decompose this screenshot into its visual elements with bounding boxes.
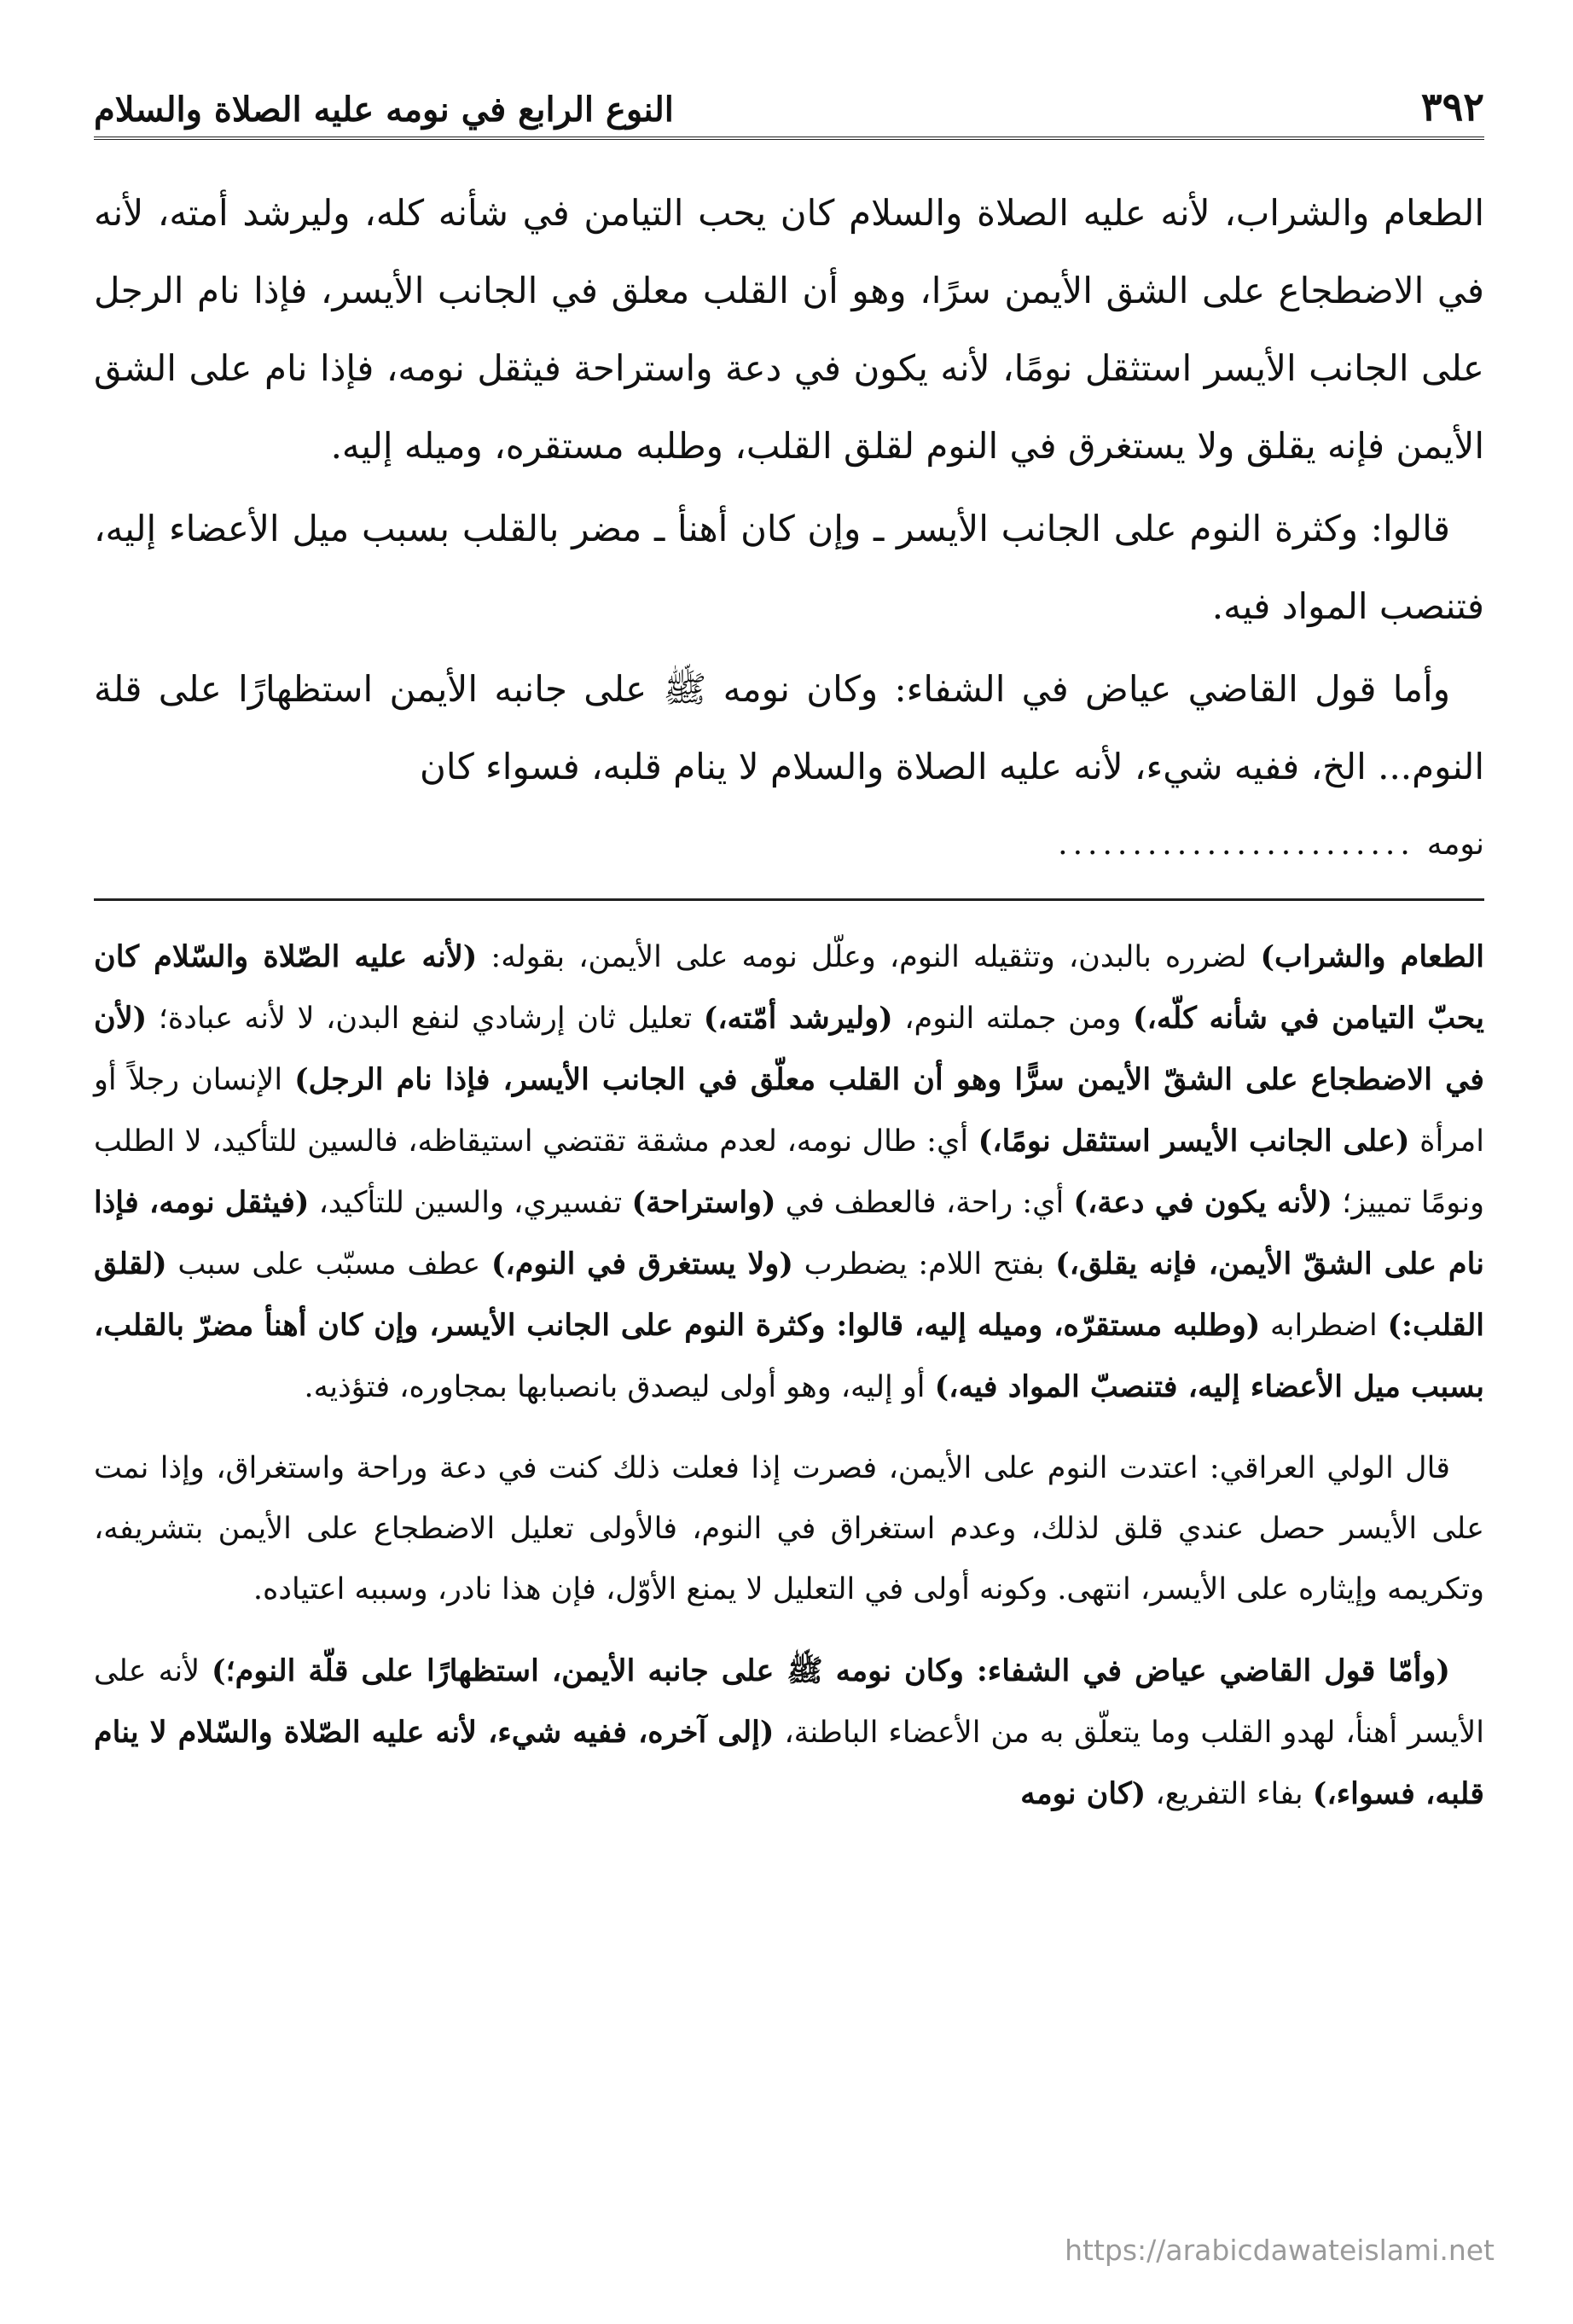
gloss-text: لضرره بالبدن، وتثقيله النوم، وعلّل نومه على الأيمن، بقوله: (477, 940, 1261, 974)
main-text (94, 174, 1484, 883)
quoted-text: (ولا يستغرق في النوم،) (490, 1246, 793, 1281)
quoted-text: (فيثقل نومه، فإذا نام على الشقّ الأيمن، فإنه يقلق،) (94, 1185, 1484, 1281)
main-paragraph: قالوا: وكثرة النوم على الجانب الأيسر ـ وإن كان أهنأ ـ مضر بالقلب بسبب ميل الأعضاء إليه، فتنصب المواد فيه. (94, 508, 1484, 627)
quoted-text: (وطلبه مستقرّه، وميله إليه، قالوا: وكثرة النوم على الجانب الأيسر، وإن كان أهنأ مضرّ بالقلب، بسبب ميل الأعضاء إليه، فتنصبّ المواد فيه،) (94, 1308, 1484, 1404)
quoted-text: (وأمّا قول القاضي عياض في الشفاء: وكان نومه ﷺ على جانبه الأيمن، استظهارًا على قلّة النوم؛) (211, 1653, 1450, 1688)
main-paragraph: الطعام والشراب، لأنه عليه الصلاة والسلام كان يحب التيامن في شأنه كله، وليرشد أمته، لأنه في الاضطجاع على الشق الأيمن سرًا، وهو أن القلب معلق في الجانب الأيسر، فإذا نام الرجل على الجانب الأيسر استثقل نومًا، لأنه يكون في دعة واستراحة فيثقل نومه، فإذا نام على الشق الأيمن فإنه يقلق ولا يستغرق في النوم لقلق القلب، وطلبه مستقره، وميله إليه. (94, 192, 1484, 467)
gloss-text: لأنه على الأيسر أهنأ، لهدو القلب وما يتعلّق به من الأعضاء الباطنة، (94, 1654, 1484, 1750)
gloss-text: عطف مسبّب على سبب (166, 1247, 491, 1281)
site-watermark: https://arabicdawateislami.net (1065, 2234, 1495, 2267)
quoted-text: (على الجانب الأيسر استثقل نومًا،) (978, 1124, 1410, 1159)
commentary-paragraph: قال الولي العراقي: اعتدت النوم على الأيمن، فصرت إذا فعلت ذلك كنت في دعة وراحة واستغراق، وإذا نمت على الأيسر حصل عندي قلق لذلك، وعدم استغراق في النوم، فالأولى تعليل الاضطجاع على الأيمن بتشريفه، وتكريمه وإيثاره على الأيسر، انتهى. وكونه أولى في التعليل لا يمنع الأوّل، فإن هذا نادر، وسببه اعتياده. (94, 1451, 1484, 1606)
quoted-text: (كان نومه (1020, 1776, 1146, 1811)
commentary-paragraph (94, 1641, 1484, 1825)
gloss-text: بفاء التفريع، (1146, 1777, 1313, 1811)
continuation-dots: ........................ (1058, 827, 1415, 862)
commentary-text (94, 927, 1484, 1825)
gloss-text: بفتح اللام: يضطرب (792, 1247, 1056, 1281)
gloss-text: ومن جملته النوم، (892, 1002, 1133, 1036)
quoted-text: (لقلق القلب:) (94, 1246, 1484, 1343)
quoted-text: الطعام والشراب) (1260, 939, 1484, 974)
gloss-text: تفسيري، والسين للتأكيد، (309, 1186, 632, 1220)
quoted-text: (وليرشد أمّته،) (703, 1001, 893, 1036)
quoted-text: (واستراحة) (631, 1185, 776, 1220)
book-page (94, 82, 1484, 1845)
gloss-text: أو إليه، وهو أولى ليصدق بانصبابها بمجاوره، فتؤذيه. (304, 1370, 935, 1404)
quoted-text: (لأنه عليه الصّلاة والسّلام كان يحبّ التيامن في شأنه كلّه،) (94, 939, 1484, 1036)
main-paragraph: وأما قول القاضي عياض في الشفاء: وكان نومه ﷺ على جانبه الأيمن استظهارًا على قلة النوم... الخ، ففيه شيء، لأنه عليه الصلاة والسلام لا ينام قلبه، فسواء كان (94, 668, 1484, 787)
continuation-line (94, 805, 1484, 883)
gloss-text: أي: طال نومه، لعدم مشقة تقتضي استيقاظه، فالسين للتأكيد، لا الطلب ونومًا تمييز؛ (94, 1124, 1484, 1220)
quoted-text: (لأن في الاضطجاع على الشقّ الأيمن سرًّا وهو أن القلب معلّق في الجانب الأيسر، فإذا نام الرجل) (94, 1001, 1484, 1097)
section-divider (94, 898, 1484, 901)
quoted-text: (لأنه يكون في دعة،) (1073, 1185, 1332, 1220)
gloss-text: أي: راحة، فالعطف في (775, 1186, 1074, 1220)
gloss-text: تعليل ثان إرشادي لنفع البدن، لا لأنه عبادة؛ (147, 1002, 704, 1036)
page-number: ٣٩٢ (1420, 84, 1484, 130)
gloss-text: الإنسان رجلاً أو امرأة (94, 1063, 1484, 1159)
quoted-text: (إلى آخره، ففيه شيء، لأنه عليه الصّلاة والسّلام لا ينام قلبه، فسواء،) (94, 1715, 1484, 1811)
running-title: النوع الرابع في نومه عليه الصلاة والسلام (94, 90, 674, 130)
commentary-paragraph (94, 927, 1484, 1418)
gloss-text: اضطرابه (1260, 1309, 1388, 1343)
continuation-word: نومه (1426, 827, 1484, 862)
page-header (94, 82, 1484, 140)
